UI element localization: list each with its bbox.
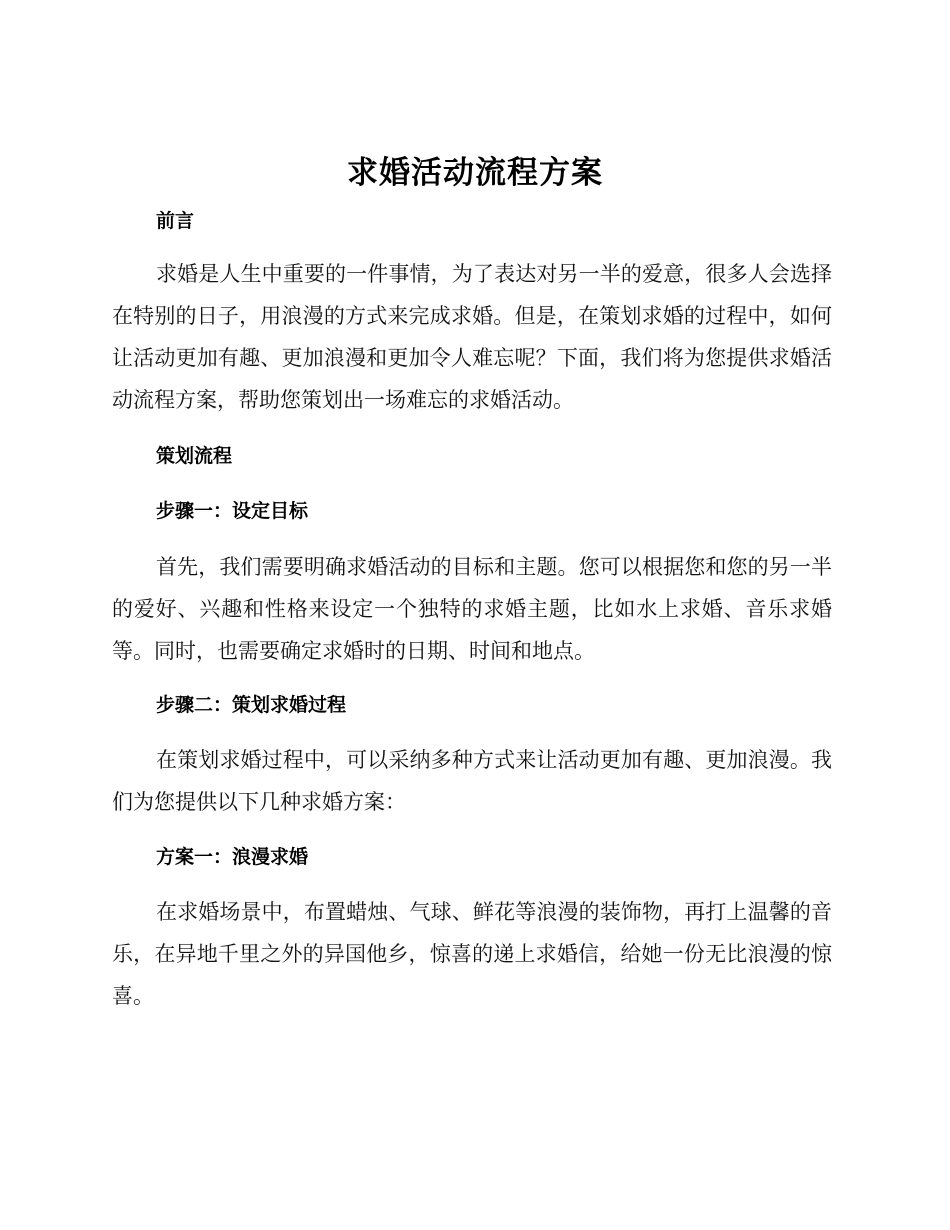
section-heading-step2: 步骤二：策划求婚过程 bbox=[156, 694, 347, 716]
document-title: 求婚活动流程方案 bbox=[347, 155, 603, 191]
section-heading-preface: 前言 bbox=[156, 210, 195, 232]
section-heading-plan1: 方案一：浪漫求婚 bbox=[156, 846, 309, 868]
paragraph-plan1: 在求婚场景中，布置蜡烛、气球、鲜花等浪漫的装饰物，再打上温馨的音乐，在异地千里之外的异国他乡，惊喜的递上求婚信，给她一份无比浪漫的惊喜。 bbox=[112, 900, 832, 1008]
section-heading-planning: 策划流程 bbox=[156, 445, 233, 467]
paragraph-preface: 求婚是人生中重要的一件事情，为了表达对另一半的爱意，很多人会选择在特别的日子，用浪漫的方式来完成求婚。但是，在策划求婚的过程中，如何让活动更加有趣、更加浪漫和更加令人难忘呢？下面，我们将为您提供求婚活动流程方案，帮助您策划出一场难忘的求婚活动。 bbox=[112, 262, 832, 412]
paragraph-step1: 首先，我们需要明确求婚活动的目标和主题。您可以根据您和您的另一半的爱好、兴趣和性格来设定一个独特的求婚主题，比如水上求婚、音乐求婚等。同时，也需要确定求婚时的日期、时间和地点。 bbox=[112, 555, 832, 663]
paragraph-step2: 在策划求婚过程中，可以采纳多种方式来让活动更加有趣、更加浪漫。我们为您提供以下几种求婚方案： bbox=[112, 748, 832, 814]
section-heading-step1: 步骤一：设定目标 bbox=[156, 500, 309, 522]
